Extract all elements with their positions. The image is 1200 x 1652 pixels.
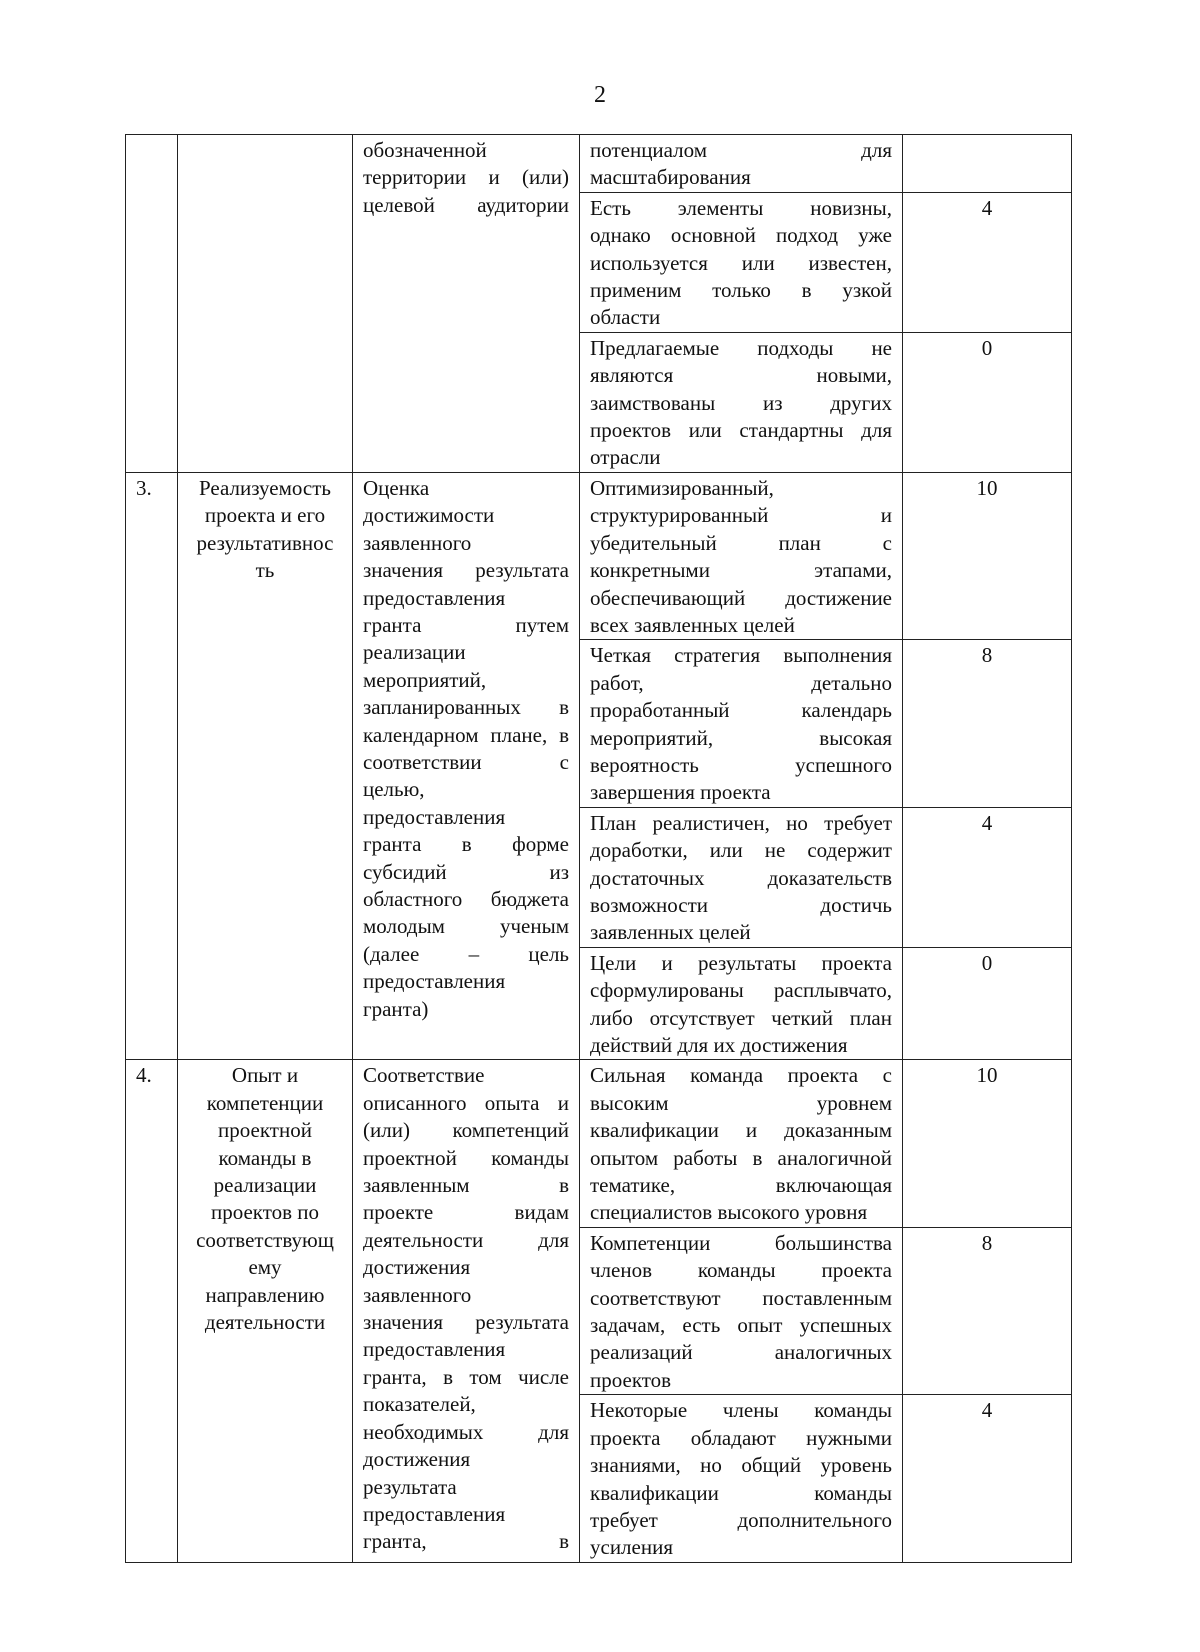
text-line: однако основной подход уже xyxy=(590,223,892,248)
text-line: направлению xyxy=(205,1282,325,1307)
criterion-cell xyxy=(178,135,353,473)
text-line: гранта путем xyxy=(363,612,569,637)
text-line: либо отсутствует четкий план xyxy=(590,1005,892,1030)
text-line: конкретными этапами, xyxy=(590,558,892,583)
text-line: применим только в узкой xyxy=(590,278,892,303)
text-line: Сильная команда проекта с xyxy=(590,1063,892,1088)
text-line: достаточных доказательств xyxy=(590,865,892,890)
text-line: результативнос xyxy=(196,530,334,555)
text-line: Соответствие xyxy=(363,1063,485,1088)
text-line: достижения xyxy=(363,1447,471,1472)
text-line: субсидий из xyxy=(363,859,569,884)
text-line: соответствуют поставленным xyxy=(590,1285,892,1310)
text-line: реализации xyxy=(213,1173,317,1198)
text-line: структурированный и xyxy=(590,503,892,528)
text-line: (или) компетенций xyxy=(363,1118,569,1143)
text-line: используется или известен, xyxy=(590,250,892,275)
level-cell xyxy=(580,640,903,807)
text-line: масштабирования xyxy=(590,165,751,190)
text-line: соответствии с xyxy=(363,749,569,774)
text-line: проектной команды xyxy=(363,1145,569,1170)
text-line: проектной xyxy=(218,1118,312,1143)
text-line: усиления xyxy=(590,1535,673,1560)
level-cell xyxy=(580,135,903,193)
text-line: реализации xyxy=(363,640,466,665)
text-line: предоставления xyxy=(363,1337,506,1362)
text-line: потенциалом для xyxy=(590,138,892,162)
text-line: Оптимизированный, xyxy=(590,475,774,500)
text-line: проектов по xyxy=(210,1200,320,1225)
description-cell xyxy=(353,135,580,473)
row-number-cell: 3. xyxy=(126,472,178,1060)
text-line: гранта в форме xyxy=(363,832,569,857)
text-line: проекта обладают нужными xyxy=(590,1425,892,1450)
text-line: проработанный календарь xyxy=(590,698,892,723)
text-line: План реалистичен, но требует xyxy=(590,810,892,835)
text-line: являются новыми, xyxy=(590,363,892,388)
text-line: гранта, в том числе xyxy=(363,1364,569,1389)
text-line: предоставления xyxy=(363,969,506,994)
text-line: проектов или стандартны для xyxy=(590,418,892,443)
criteria-table xyxy=(125,134,1072,1563)
text-line: членов команды проекта xyxy=(590,1258,892,1283)
text-line: гранта) xyxy=(363,996,429,1021)
text-line: гранта, в xyxy=(363,1529,569,1554)
level-cell xyxy=(580,807,903,947)
text-line: Некоторые члены команды xyxy=(590,1398,892,1423)
criterion-cell xyxy=(178,472,353,1060)
text-line: результата xyxy=(363,1474,457,1499)
table-row xyxy=(126,135,1072,193)
level-cell xyxy=(580,1227,903,1394)
points-cell: 8 xyxy=(903,1227,1072,1394)
text-line: доработки, или не содержит xyxy=(590,838,892,863)
text-line: заявленного xyxy=(363,1282,472,1307)
text-line: предоставления xyxy=(363,1501,506,1526)
text-line: завершения проекта xyxy=(590,780,771,805)
text-line: убедительный план с xyxy=(590,530,892,555)
points-cell: 4 xyxy=(903,807,1072,947)
text-line: проектов xyxy=(590,1367,672,1392)
text-line: задачам, есть опыт успешных xyxy=(590,1313,892,1338)
level-cell xyxy=(580,472,903,639)
text-line: молодым ученым xyxy=(363,914,569,939)
text-line: территории и (или) xyxy=(363,165,569,190)
points-cell: 0 xyxy=(903,947,1072,1060)
points-cell: 4 xyxy=(903,1395,1072,1562)
text-line: Есть элементы новизны, xyxy=(590,195,892,220)
text-line: предоставления xyxy=(363,585,506,610)
text-line: Оценка xyxy=(363,475,430,500)
text-line: знаниями, но общий уровень xyxy=(590,1453,892,1478)
text-line: Компетенции большинства xyxy=(590,1230,892,1255)
text-line: проекта и его xyxy=(204,503,326,528)
level-cell xyxy=(580,947,903,1060)
text-line: ему xyxy=(248,1255,282,1280)
description-cell xyxy=(353,1060,580,1562)
text-line: компетенции xyxy=(206,1090,324,1115)
row-number-cell: 4. xyxy=(126,1060,178,1562)
text-line: описанного опыта и xyxy=(363,1090,569,1115)
text-line: заявленного xyxy=(363,530,472,555)
description-cell xyxy=(353,472,580,1060)
text-line: высоким уровнем xyxy=(590,1090,892,1115)
points-cell: 0 xyxy=(903,332,1072,472)
text-line: действий для их достижения xyxy=(590,1033,848,1057)
text-line: предоставления xyxy=(363,804,506,829)
text-line: реализаций аналогичных xyxy=(590,1340,892,1365)
text-line: календарном плане, в xyxy=(363,722,569,747)
text-line: Реализуемость xyxy=(199,475,331,500)
criterion-cell xyxy=(178,1060,353,1562)
text-line: показателей, xyxy=(363,1392,476,1417)
text-line: Предлагаемые подходы не xyxy=(590,335,892,360)
text-line: целевой аудитории xyxy=(363,192,569,217)
text-line: (далее – цель xyxy=(363,941,569,966)
row-number-cell xyxy=(126,135,178,473)
level-cell xyxy=(580,192,903,332)
text-line: опытом работы в аналогичной xyxy=(590,1145,892,1170)
text-line: Цели и результаты проекта xyxy=(590,950,892,975)
table-row xyxy=(126,472,1072,639)
page-number: 2 xyxy=(594,82,606,108)
text-line: сформулированы расплывчато, xyxy=(590,978,892,1003)
text-line: Опыт и xyxy=(231,1063,299,1088)
text-line: областного бюджета xyxy=(363,886,569,911)
text-line: заимствованы из других xyxy=(590,390,892,415)
text-line: всех заявленных целей xyxy=(590,612,795,637)
text-line: мероприятий, высокая xyxy=(590,725,892,750)
level-cell xyxy=(580,1395,903,1562)
text-line: заявленным в xyxy=(363,1173,569,1198)
text-line: области xyxy=(590,305,661,330)
text-line: квалификации команды xyxy=(590,1480,892,1505)
text-line: специалистов высокого уровня xyxy=(590,1200,868,1225)
text-line: требует дополнительного xyxy=(590,1507,892,1532)
text-line: деятельности xyxy=(204,1310,326,1335)
level-cell xyxy=(580,1060,903,1227)
text-line: квалификации и доказанным xyxy=(590,1118,892,1143)
text-line: команды в xyxy=(218,1145,312,1170)
points-cell: 10 xyxy=(903,1060,1072,1227)
points-cell: 8 xyxy=(903,640,1072,807)
points-cell xyxy=(903,135,1072,193)
text-line: достижения xyxy=(363,1255,471,1280)
text-line: обеспечивающий достижение xyxy=(590,585,892,610)
text-line: соответствующ xyxy=(196,1227,334,1252)
text-line: необходимых для xyxy=(363,1419,569,1444)
points-cell: 4 xyxy=(903,192,1072,332)
text-line: ть xyxy=(255,558,275,583)
text-line: значения результата xyxy=(363,558,569,583)
text-line: вероятность успешного xyxy=(590,752,892,777)
text-line: отрасли xyxy=(590,445,661,470)
text-line: достижимости xyxy=(363,503,495,528)
level-cell xyxy=(580,332,903,472)
text-line: значения результата xyxy=(363,1310,569,1335)
text-line: возможности достичь xyxy=(590,892,892,917)
text-line: тематике, включающая xyxy=(590,1173,892,1198)
text-line: работ, детально xyxy=(590,670,892,695)
text-line: мероприятий, xyxy=(363,667,487,692)
text-line: целью, xyxy=(363,777,425,802)
points-cell: 10 xyxy=(903,472,1072,639)
text-line: деятельности для xyxy=(363,1227,569,1252)
text-line: заявленных целей xyxy=(590,920,751,945)
text-line: обозначенной xyxy=(363,138,487,162)
text-line: запланированных в xyxy=(363,695,569,720)
text-line: проекте видам xyxy=(363,1200,569,1225)
text-line: Четкая стратегия выполнения xyxy=(590,643,892,668)
table-row xyxy=(126,1060,1072,1227)
